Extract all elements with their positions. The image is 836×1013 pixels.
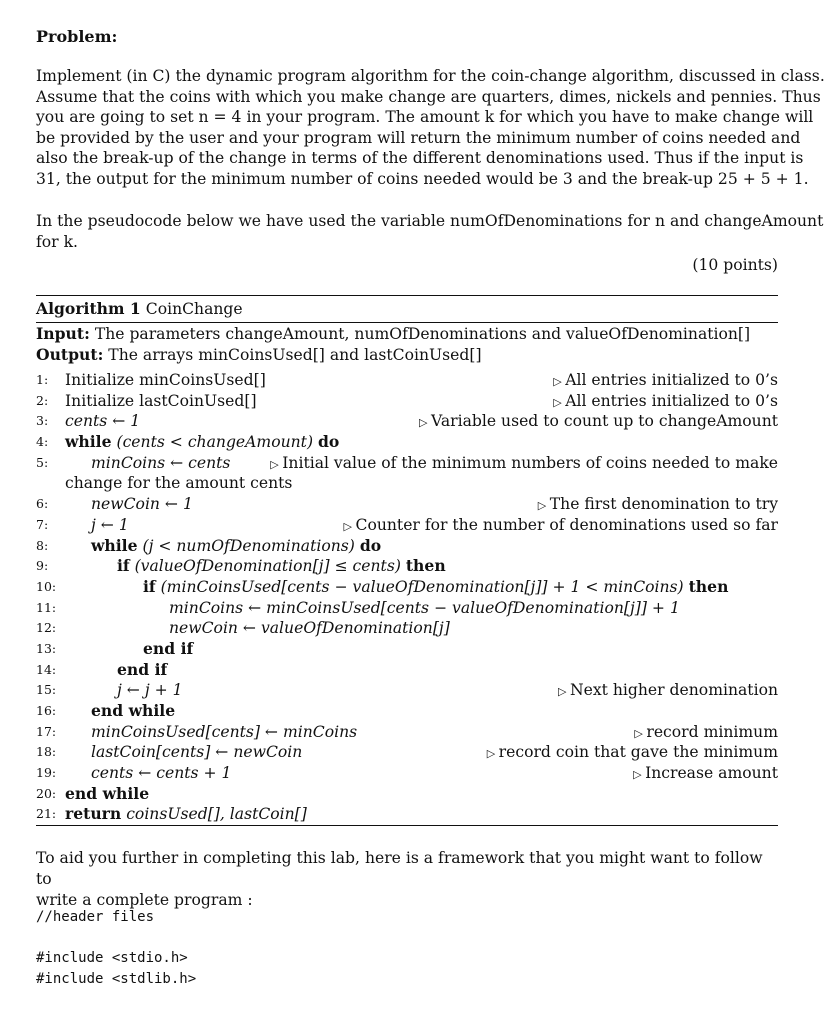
line-code: if (minCoinsUsed[cents − valueOfDenomination[j]] + 1 < minCoins) then [143,576,729,596]
algorithm-line [36,722,778,743]
paragraph-line: for k. [36,232,78,251]
algorithm-line [36,639,778,660]
algorithm-line [36,763,778,784]
algorithm-line [36,515,778,536]
line-code: j ← 1 [91,515,129,534]
line-number: 18: [36,744,57,760]
algorithm-line [36,432,778,453]
points-label: (10 points) [692,256,778,274]
algorithm-line [36,680,778,701]
line-code: end if [143,638,194,658]
line-comment: ▷ All entries initialized to 0’s [553,370,778,393]
algorithm-line [36,784,778,805]
algorithm-line [36,453,778,474]
algorithm-output [36,344,778,365]
code-comment-line: //header files [36,909,155,925]
problem-heading: Problem: [36,27,118,46]
closing-paragraph [36,848,778,911]
line-comment: ▷ All entries initialized to 0’s [553,391,778,414]
algorithm-line [36,804,778,825]
algorithm-line [36,618,778,639]
algorithm-bottom-rule [36,825,778,826]
algorithm-lines [36,370,778,825]
algorithm-line [36,701,778,722]
line-code: lastCoin[cents] ← newCoin [91,743,303,762]
line-number: 11: [36,599,57,615]
line-number: 6: [36,496,49,512]
line-comment: ▷ Counter for the number of denominations used so far [344,515,778,538]
algorithm-caption [36,296,778,319]
line-number: 14: [36,661,57,677]
line-code: newCoin ← valueOfDenomination[j] [169,619,450,638]
line-code: Initialize lastCoinUsed[] [65,391,257,410]
line-code: minCoinsUsed[cents] ← minCoins [91,722,358,741]
line-code: end if [117,659,168,679]
line-number: 12: [36,620,57,636]
line-number: 20: [36,785,57,801]
line-code: j ← j + 1 [117,681,183,700]
line-code: minCoins ← minCoinsUsed[cents − valueOfDenomination[j]] + 1 [169,598,680,617]
output-label: Output: [36,345,104,364]
algorithm-line [36,742,778,763]
problem-paragraph [36,66,825,190]
line-code: minCoins ← cents [91,453,231,472]
input-label: Input: [36,324,90,343]
output-text: The arrays minCoinsUsed[] and lastCoinUsed[] [108,346,482,364]
line-number: 1: [36,372,49,387]
line-number: 3: [36,413,49,429]
line-comment: ▷ Increase amount [633,763,778,786]
line-code: cents ← 1 [65,412,141,431]
algorithm-caption-name: CoinChange [145,300,243,318]
line-number: 17: [36,723,57,739]
line-comment: ▷ The first denomination to try [538,494,778,517]
line-code: while (cents < changeAmount) do [65,432,340,452]
line-number: 16: [36,703,57,718]
paragraph-line: Assume that the coins with which you make change are quarters, dimes, nickels and pennies. Thus [36,87,821,106]
line-number: 5: [36,454,49,470]
algorithm-line [36,598,778,619]
line-number: 8: [36,537,49,553]
line-number: 15: [36,682,57,698]
line-comment: ▷ Initial value of the minimum numbers of coins needed to make [270,453,778,476]
line-number: 4: [36,434,49,450]
input-text: The parameters changeAmount, numOfDenominations and valueOfDenomination[] [94,325,751,343]
code-include-line: #include <stdio.h> [36,950,188,966]
line-code: Initialize minCoinsUsed[] [65,371,266,389]
line-code: change for the amount cents [65,474,293,493]
line-comment: ▷ record minimum [634,722,778,745]
line-comment: ▷ Next higher denomination [558,680,778,703]
line-comment: ▷ record coin that gave the minimum [487,742,778,765]
paragraph-line: be provided by the user and your program will return the minimum number of coins needed and [36,128,801,147]
paragraph-line: also the break-up of the change in terms of the different denominations used. Thus if the input is [36,149,804,168]
line-code: end while [91,701,176,720]
algorithm-line [36,411,778,432]
line-number: 2: [36,392,49,408]
algorithm-line [36,370,778,391]
algorithm-line [36,494,778,515]
paragraph-line: write a complete program : [36,891,253,909]
line-code: cents ← cents + 1 [91,764,232,783]
algorithm-line [36,473,778,494]
line-number: 10: [36,578,57,594]
algorithm-box [36,295,778,825]
line-code: if (valueOfDenomination[j] ≤ cents) then [117,556,446,576]
line-comment: ▷ Variable used to count up to changeAmount [419,411,778,434]
line-number: 7: [36,516,49,532]
line-code: while (j < numOfDenominations) do [91,535,382,555]
line-code: end while [65,783,150,803]
algorithm-line [36,577,778,598]
paragraph-line: you are going to set n = 4 in your program. The amount k for which you have to make change will [36,108,814,127]
paragraph-line: In the pseudocode below we have used the variable numOfDenominations for n and changeAmount [36,212,824,230]
algorithm-input [36,323,778,344]
line-number: 21: [36,806,57,822]
line-number: 9: [36,558,49,574]
algorithm-line [36,660,778,681]
line-code: newCoin ← 1 [91,495,193,514]
line-number: 13: [36,640,57,656]
pseudocode-note-paragraph [36,211,824,252]
paragraph-line: Implement (in C) the dynamic program algorithm for the coin-change algorithm, discussed in class. [36,67,825,85]
algorithm-caption-label: Algorithm 1 [36,299,141,318]
line-number: 19: [36,765,57,781]
line-code: return coinsUsed[], lastCoin[] [65,804,307,824]
algorithm-line [36,536,778,557]
algorithm-line [36,556,778,577]
code-include-line: #include <stdlib.h> [36,971,197,987]
algorithm-line [36,391,778,412]
paragraph-line: To aid you further in completing this lab, here is a framework that you might want to follow to [36,849,763,888]
paragraph-line: 31, the output for the minimum number of coins needed would be 3 and the break-up 25 + 5 + 1. [36,169,809,188]
